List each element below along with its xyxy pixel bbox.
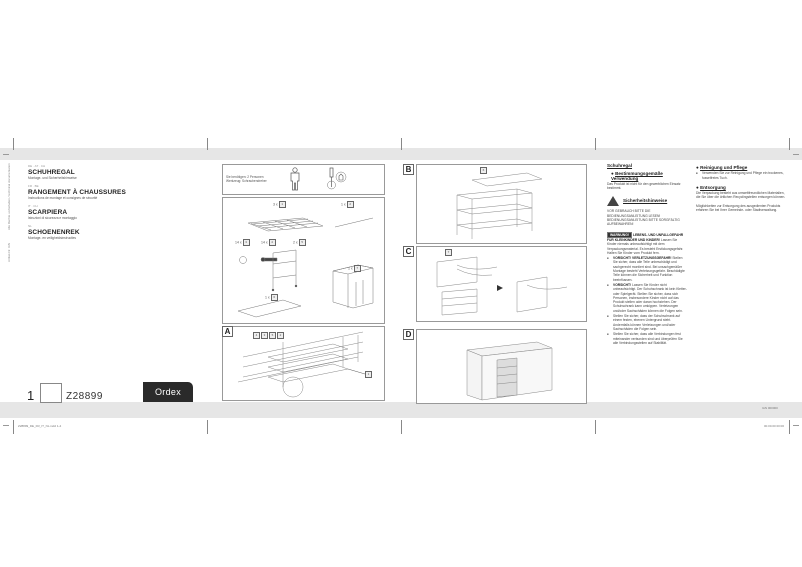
cover-page <box>20 160 200 410</box>
title-block <box>28 162 198 244</box>
intended-use-heading: ● Bestimmungsgemäße Verwendung <box>611 171 663 181</box>
side-text: Alle Rechte vorbehalten / technical documentation <box>7 163 11 230</box>
safety-bullet: ■ Stellen Sie sicher, dass alle Verbindungen fest miteinander verbunden sind und überprüfen Sie alle Verbindungsstellen auf Stabilität. <box>607 332 687 345</box>
safety-intro: VOR GEBRAUCH BITTE DIE BEDIENUNGSANLEITUNG LESEN! BEDIENUNGSANLEITUNG BITTE SORGFÄLTIG AUFBEWAHREN! <box>607 209 680 227</box>
crop-mark <box>789 138 790 150</box>
language-codes: FR · BE <box>28 184 39 188</box>
brand-logo: Ordex <box>143 382 193 402</box>
safety-bullet: ■ Stellen Sie sicher, dass der Schuhschrank auf einem festen, ebenen Untergrund steht. Andernfalls können Verletzungen und/oder Sachschäden die Folgen sein. <box>607 314 687 331</box>
warning-lead: LEBENS- UND UNFALLGEFAHR FÜR KLEINKINDER UND KINDER! <box>607 232 684 242</box>
crop-mark <box>207 420 208 434</box>
footer-slug-right: 00.00.00 00:00 <box>764 424 785 428</box>
part-callout: 14 x 3 <box>235 239 250 246</box>
crop-mark <box>3 154 9 155</box>
instructions-column-2 <box>696 162 788 212</box>
title-fr: RANGEMENT À CHAUSSURES <box>28 189 126 196</box>
tools-note-1: Sie benötigen: 2 Personen <box>226 175 264 179</box>
crop-mark <box>793 154 799 155</box>
care-text: ■ Verwenden Sie zur Reinigung und Pflege ein trockenes, fusselfreies Tuch. <box>696 171 788 180</box>
part-callout: 3 x 1 <box>273 201 286 208</box>
page-number: 1 <box>27 388 35 403</box>
figure-callout: 6 <box>480 167 487 174</box>
section-heading: Schuhregal <box>607 163 633 168</box>
figure-callout: 1 <box>365 371 372 378</box>
language-codes: IT · CH <box>28 204 38 208</box>
care-heading: ● Reinigung und Pflege <box>696 165 748 170</box>
safety-heading-row <box>607 196 687 206</box>
title-nl: SCHOENENREK <box>28 229 80 236</box>
figure-callouts: 4 3 5 2 <box>253 332 284 339</box>
safety-bullet: ■ VORSICHT! Lassen Sie Kinder nicht unbeaufsichtigt. Der Schuhschrank ist kein Kletter- oder Spielgerät. Stellen Sie sicher, dass sich Personen, insbesondere Kinder nicht auf das Produkt stellen oder daran hochziehen. Der Schuhschrank kann umkippen. Verletzungen und/oder Sachschäden können die Folgen sein. <box>607 283 687 313</box>
tools-panel <box>222 164 385 195</box>
parts-panel <box>222 197 385 324</box>
crop-mark <box>595 138 596 150</box>
footer-slug-left: Z28899_DE_FR_IT_NL.indd 1-4 <box>18 424 62 428</box>
safety-heading: Sicherheitshinweise <box>623 198 668 204</box>
crop-mark <box>207 138 208 150</box>
instructions-column-1 <box>607 162 687 345</box>
warning-badge: WARNUNG! <box>607 232 632 238</box>
language-codes: NL <box>28 224 32 228</box>
figure-label: C <box>403 246 414 257</box>
subtitle-nl: Montage- en veiligheidsinstructies <box>28 236 77 240</box>
part-callout: 1 x 6 <box>265 294 278 301</box>
assembly-illustration-b <box>417 165 586 243</box>
warning-text: Lassen Sie Kinder niemals unbeaufsichtigt mit dem Verpackungsmaterial. Es besteht Erstickungsgefahr. Halten Sie Kinder vom Produkt fern. <box>607 237 684 255</box>
item-code: Z28899 <box>66 391 103 402</box>
figure-d <box>405 329 587 404</box>
tools-note-2: Werkzeug: Schraubendreher <box>226 179 267 183</box>
figure-a <box>222 326 385 401</box>
crop-mark <box>789 420 790 434</box>
product-image-placeholder <box>40 383 62 403</box>
figure-callout: 7 <box>445 249 452 256</box>
crop-mark <box>793 425 799 426</box>
parts-illustration <box>223 198 384 323</box>
finished-product-illustration <box>417 330 586 403</box>
title-it: SCARPIERA <box>28 209 68 216</box>
subtitle-it: Istruzioni di sicurezza e montaggio <box>28 216 77 220</box>
intended-use-text: Das Produkt ist nicht für den gewerblichen Einsatz bestimmt. <box>607 181 681 191</box>
figure-label: A <box>222 326 233 337</box>
disposal-heading: ● Entsorgung <box>696 184 726 190</box>
subtitle-de: Montage- und Sicherheitshinweise <box>28 176 77 180</box>
subtitle-fr: Instructions de montage et consignes de sécurité <box>28 196 98 200</box>
figure-b <box>405 164 587 244</box>
crop-mark <box>13 420 14 434</box>
crop-mark <box>401 138 402 150</box>
assembly-illustration-a <box>223 327 384 400</box>
footer-code: IAN 000000 <box>762 406 778 410</box>
crop-mark <box>401 420 402 434</box>
warning-block <box>607 232 687 255</box>
safety-bullet: ■ VORSICHT! VERLETZUNGSGEFAHR! Stellen Sie sicher, dass alle Teile unbeschädigt und sachgerecht montiert sind. Bei unsachgemäßer Montage besteht Verletzungsgefahr. Beschädigte Teile können die Sicherheit und Funktion beeinflussen. <box>607 256 687 282</box>
disposal-text-2: Möglichkeiten zur Entsorgung des ausgedienten Produkts erfahren Sie bei Ihrer Gemeinde- oder Stadtverwaltung. <box>696 203 781 213</box>
crop-mark <box>595 420 596 434</box>
arrow-icon <box>497 285 503 291</box>
disposal-text-1: Die Verpackung besteht aus umweltfreundlichen Materialien, die Sie über die örtlichen Recyclingstellen entsorgen können. <box>696 191 786 200</box>
crop-mark <box>13 138 14 150</box>
person-icon <box>288 167 302 191</box>
figure-c <box>405 246 587 322</box>
part-callout: 1 x 7 <box>348 265 361 272</box>
figure-label: B <box>403 164 414 175</box>
language-codes: DE · AT · CH <box>28 164 46 168</box>
screwdriver-icon <box>326 167 350 191</box>
side-text: Artikel-Nr. IAN <box>7 242 11 262</box>
crop-mark <box>3 425 9 426</box>
part-callout: 14 x 4 <box>261 239 276 246</box>
title-de: SCHUHREGAL <box>28 169 75 176</box>
warning-triangle-icon <box>607 196 619 206</box>
part-callout: 1 x 2 <box>341 201 354 208</box>
figure-label: D <box>403 329 414 340</box>
part-callout: 2 x 5 <box>293 239 306 246</box>
assembly-illustration-c <box>417 247 586 321</box>
